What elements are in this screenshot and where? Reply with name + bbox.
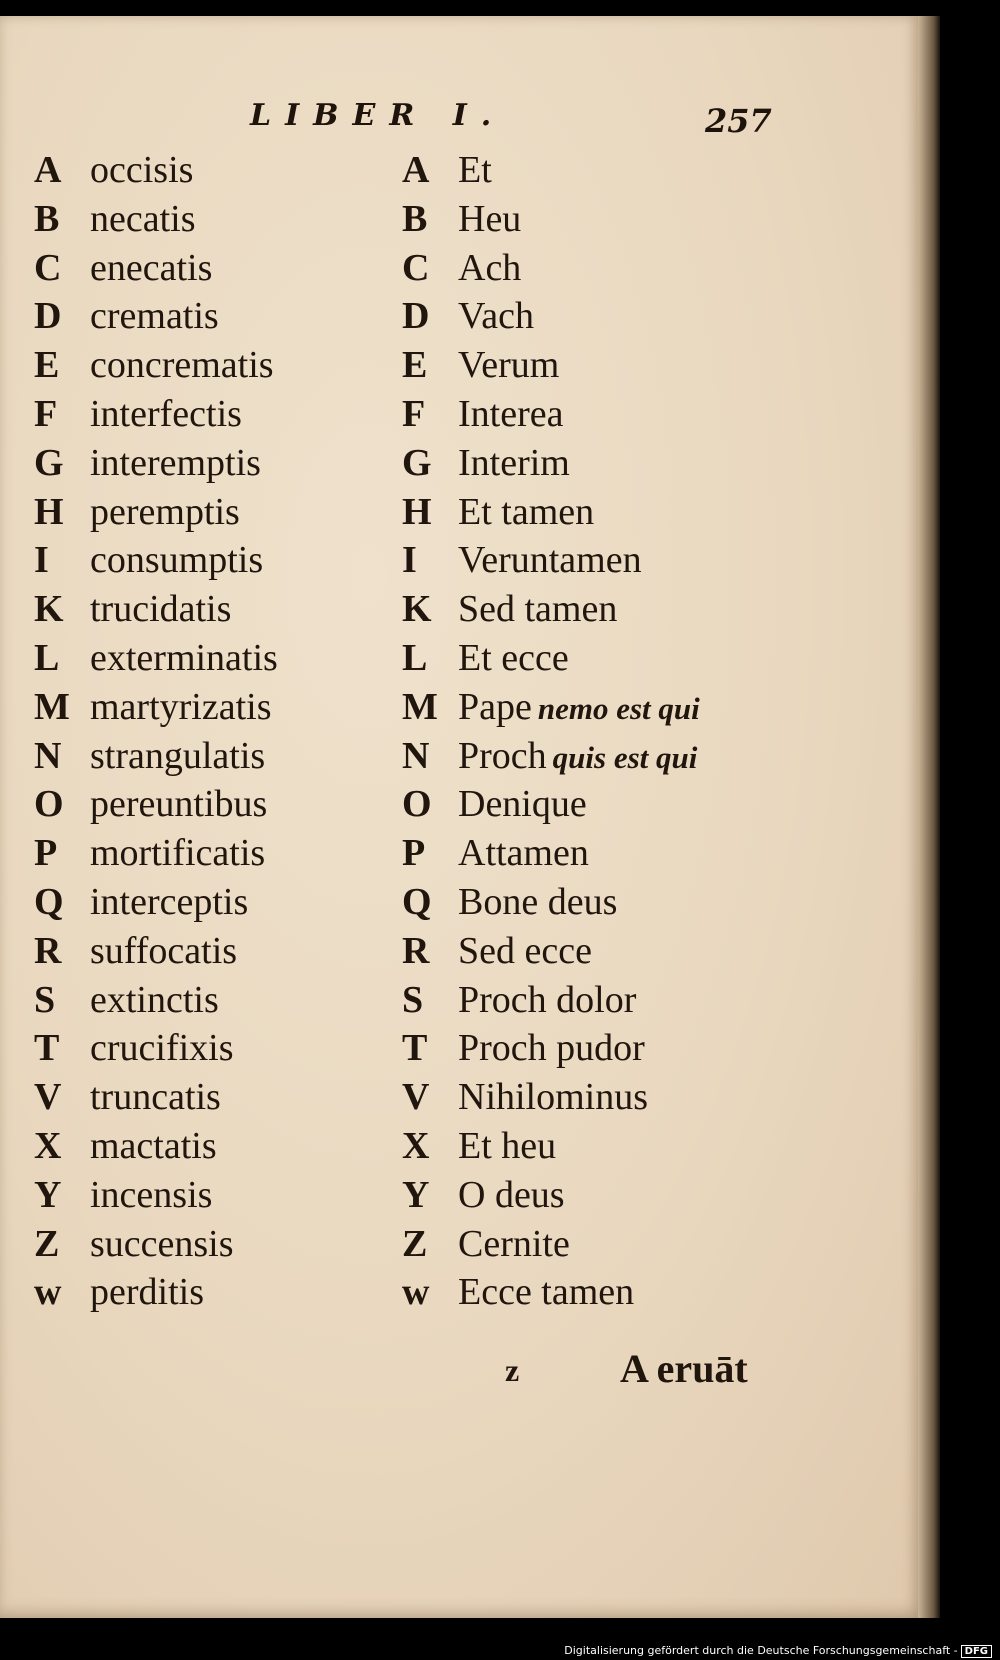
row-word: Vach <box>458 295 534 338</box>
row-letter: Q <box>34 880 64 923</box>
row-word: necatis <box>90 197 196 240</box>
row-word: Et ecce <box>458 636 569 679</box>
left-column-row <box>34 634 278 683</box>
row-word: Proch pudor <box>458 1027 645 1070</box>
left-column-row <box>34 1220 278 1269</box>
row-word: pereuntibus <box>90 783 268 826</box>
row-word: suffocatis <box>90 929 238 972</box>
row-letter: B <box>34 197 60 240</box>
right-column-row <box>402 292 700 341</box>
row-letter: F <box>34 392 58 435</box>
row-word: incensis <box>90 1173 213 1216</box>
right-column-row <box>402 536 700 585</box>
row-letter: w <box>402 1271 430 1314</box>
row-letter: E <box>402 344 428 387</box>
row-letter: S <box>34 978 56 1021</box>
left-column-row <box>34 439 278 488</box>
row-word: peremptis <box>90 490 240 533</box>
running-head: LIBER I. <box>250 98 506 133</box>
left-column-row <box>34 1268 278 1317</box>
row-letter: H <box>402 490 432 533</box>
row-word: perditis <box>90 1271 204 1314</box>
row-letter: T <box>34 1027 60 1070</box>
left-column-row <box>34 927 278 976</box>
row-word: Veruntamen <box>458 539 642 582</box>
left-cipher-column <box>34 146 278 1317</box>
row-letter: K <box>402 588 432 631</box>
row-word: Proch dolor <box>458 978 637 1021</box>
row-letter: I <box>34 539 49 582</box>
row-word: extinctis <box>90 978 219 1021</box>
row-letter: H <box>34 490 64 533</box>
row-letter: Y <box>34 1173 62 1216</box>
right-column-row <box>402 683 700 732</box>
right-column-row <box>402 1122 700 1171</box>
row-word: Sed ecce <box>458 929 592 972</box>
left-column-row <box>34 146 278 195</box>
row-word: interemptis <box>90 441 261 484</box>
left-column-row <box>34 732 278 781</box>
row-letter: E <box>34 344 60 387</box>
left-column-row <box>34 390 278 439</box>
left-column-row <box>34 683 278 732</box>
row-word: strangulatis <box>90 734 266 777</box>
right-column-row <box>402 780 700 829</box>
right-column-row <box>402 488 700 537</box>
row-word: Nihilominus <box>458 1076 649 1119</box>
row-word: consumptis <box>90 539 264 582</box>
right-column-row <box>402 634 700 683</box>
right-column-row <box>402 195 700 244</box>
row-letter: w <box>34 1271 62 1314</box>
row-word: O deus <box>458 1173 565 1216</box>
row-word: Et tamen <box>458 490 595 533</box>
row-letter: M <box>34 685 70 728</box>
row-word: Cernite <box>458 1222 570 1265</box>
row-letter: O <box>34 783 64 826</box>
right-column-row <box>402 1171 700 1220</box>
row-word: succensis <box>90 1222 234 1265</box>
row-letter: X <box>402 1124 430 1167</box>
row-word: martyrizatis <box>90 685 272 728</box>
row-letter: L <box>402 636 428 679</box>
row-word: Pape <box>458 685 532 728</box>
left-column-row <box>34 976 278 1025</box>
right-column-row <box>402 244 700 293</box>
row-note: nemo est qui <box>537 690 700 726</box>
right-column-row <box>402 341 700 390</box>
right-column-row <box>402 585 700 634</box>
row-word: Verum <box>458 344 560 387</box>
left-column-row <box>34 1024 278 1073</box>
row-word: truncatis <box>90 1076 221 1119</box>
row-letter: M <box>402 685 438 728</box>
row-letter: F <box>402 392 426 435</box>
row-word: mactatis <box>90 1124 217 1167</box>
row-word: crucifixis <box>90 1027 234 1070</box>
right-column-row <box>402 732 700 781</box>
row-letter: N <box>402 734 430 777</box>
row-letter: I <box>402 539 417 582</box>
row-letter: S <box>402 978 424 1021</box>
row-letter: D <box>402 295 430 338</box>
digitization-credit <box>564 1644 992 1658</box>
row-word: mortificatis <box>90 832 266 875</box>
row-letter: C <box>402 246 430 289</box>
row-letter: Q <box>402 880 432 923</box>
left-column-row <box>34 488 278 537</box>
row-letter: K <box>34 588 64 631</box>
row-letter: N <box>34 734 62 777</box>
row-word: enecatis <box>90 246 213 289</box>
right-column-row <box>402 927 700 976</box>
row-word: Proch <box>458 734 547 777</box>
row-word: interceptis <box>90 880 249 923</box>
dfg-logo: DFG <box>961 1645 992 1658</box>
row-letter: Z <box>402 1222 428 1265</box>
row-word: Bone deus <box>458 880 618 923</box>
left-column-row <box>34 341 278 390</box>
row-word: Interea <box>458 392 564 435</box>
right-column-row <box>402 1073 700 1122</box>
left-column-row <box>34 1171 278 1220</box>
row-word: trucidatis <box>90 588 232 631</box>
row-word: occisis <box>90 149 194 191</box>
left-column-row <box>34 536 278 585</box>
row-letter: G <box>34 441 64 484</box>
right-column-row <box>402 1268 700 1317</box>
right-column-row <box>402 390 700 439</box>
row-word: Sed tamen <box>458 588 618 631</box>
row-word: Interim <box>458 441 570 484</box>
left-column-row <box>34 878 278 927</box>
row-word: interfectis <box>90 392 242 435</box>
row-letter: V <box>402 1076 430 1119</box>
right-column-row <box>402 1024 700 1073</box>
row-letter: R <box>34 929 62 972</box>
row-letter: B <box>402 197 428 240</box>
row-word: Denique <box>458 783 587 826</box>
row-word: Ach <box>458 246 522 289</box>
row-word: Et <box>458 149 492 191</box>
row-letter: G <box>402 441 432 484</box>
row-letter: X <box>34 1124 62 1167</box>
row-word: crematis <box>90 295 219 338</box>
left-column-row <box>34 292 278 341</box>
row-letter: A <box>402 149 430 191</box>
row-letter: Z <box>34 1222 60 1265</box>
left-column-row <box>34 244 278 293</box>
left-column-row <box>34 780 278 829</box>
row-word: exterminatis <box>90 636 278 679</box>
row-letter: P <box>402 832 426 875</box>
page-number: 257 <box>705 102 772 140</box>
row-letter: L <box>34 636 60 679</box>
right-column-row <box>402 439 700 488</box>
row-word: Heu <box>458 197 522 240</box>
catchword: A eruāt <box>620 1346 748 1391</box>
row-word: Et heu <box>458 1124 557 1167</box>
row-word: Ecce tamen <box>458 1271 635 1314</box>
row-note: quis est qui <box>552 739 698 775</box>
right-column-row <box>402 878 700 927</box>
left-column-row <box>34 1122 278 1171</box>
right-column-row <box>402 146 700 195</box>
row-letter: O <box>402 783 432 826</box>
row-letter: T <box>402 1027 428 1070</box>
right-cipher-column <box>402 146 700 1317</box>
row-letter: P <box>34 832 58 875</box>
row-letter: C <box>34 246 62 289</box>
right-column-row <box>402 829 700 878</box>
row-word: Attamen <box>458 832 589 875</box>
credit-text: Digitalisierung gefördert durch die Deutsche Forschungsgemeinschaft - <box>564 1644 958 1657</box>
row-letter: V <box>34 1076 62 1119</box>
left-column-row <box>34 1073 278 1122</box>
left-column-row <box>34 195 278 244</box>
right-column-row <box>402 976 700 1025</box>
row-letter: D <box>34 295 62 338</box>
row-letter: A <box>34 149 62 191</box>
row-word: concrematis <box>90 344 274 387</box>
signature-mark: z <box>505 1352 520 1388</box>
left-column-row <box>34 585 278 634</box>
row-letter: R <box>402 929 430 972</box>
right-column-row <box>402 1220 700 1269</box>
left-column-row <box>34 829 278 878</box>
page-edge-right <box>918 16 940 1618</box>
row-letter: Y <box>402 1173 430 1216</box>
